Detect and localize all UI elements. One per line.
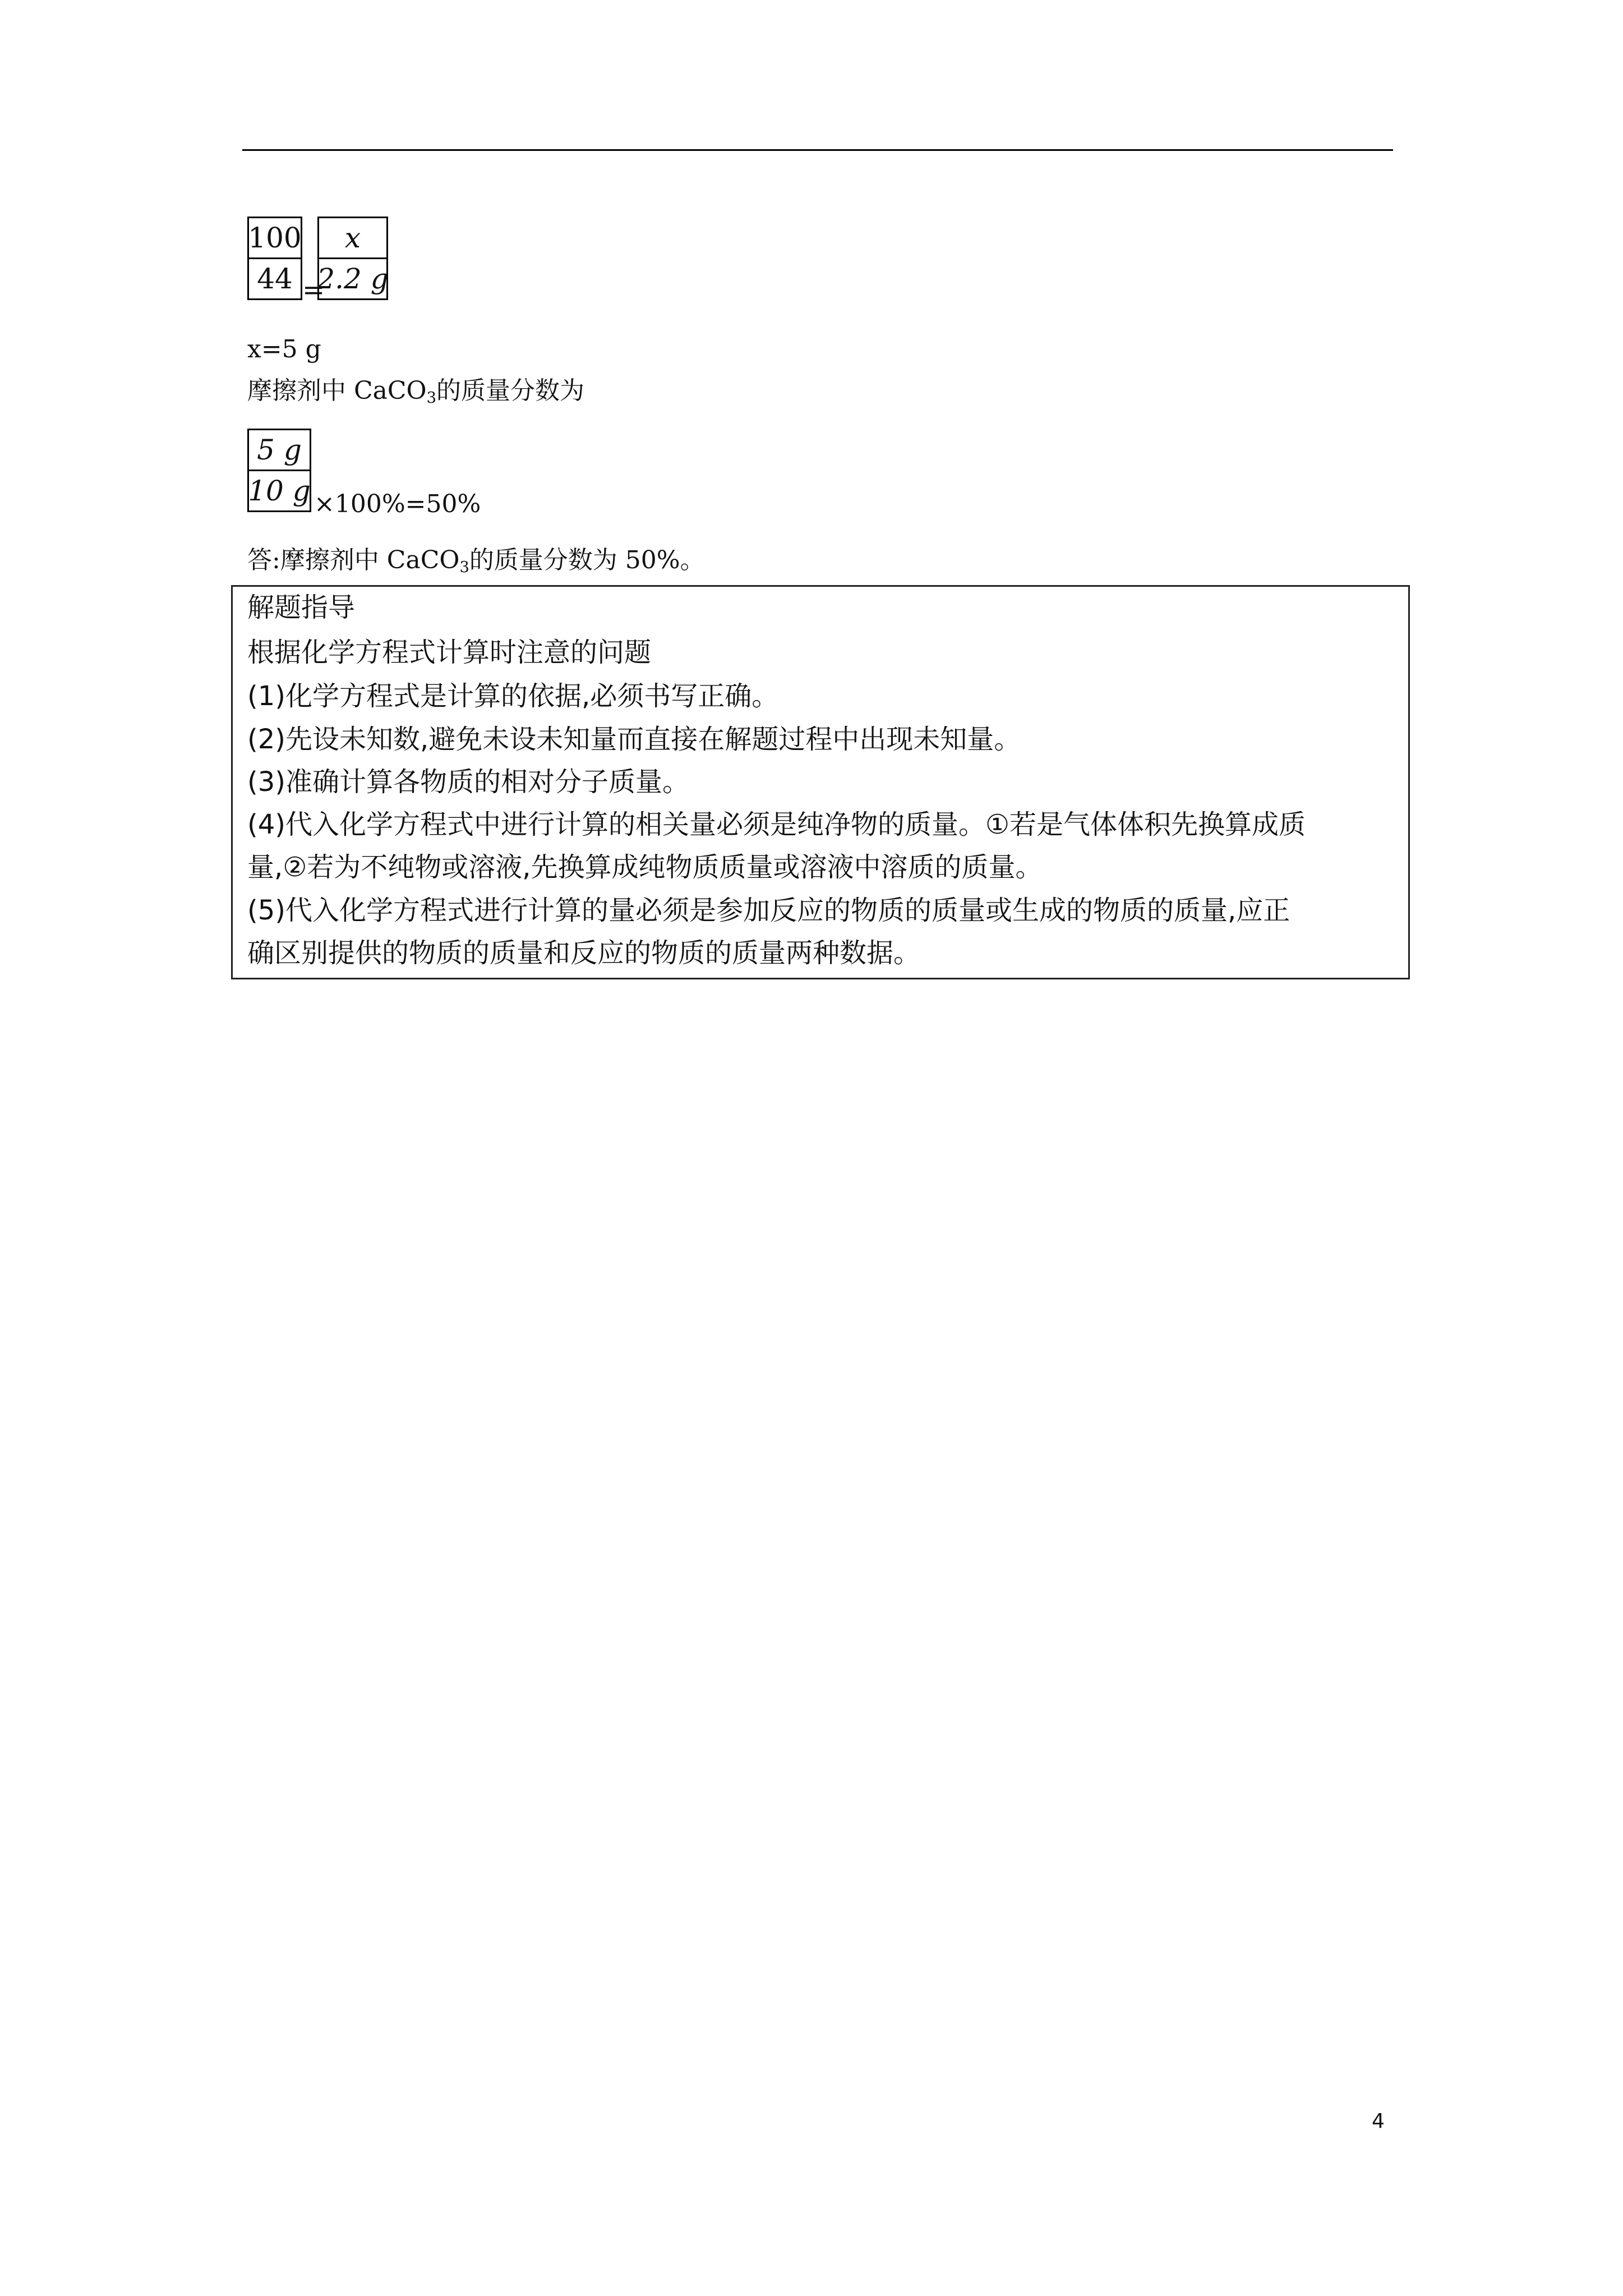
tip-line: 量,②若为不纯物或溶液,先换算成纯物质质量或溶液中溶质的质量。 [247, 852, 1043, 883]
percent-fraction-tail: ×100%=50% [314, 490, 481, 518]
tip-line: (5)代入化学方程式进行计算的量必须是参加反应的物质的质量或生成的物质的质量,应正 [247, 895, 1290, 926]
tip-line: (4)代入化学方程式中进行计算的相关量必须是纯净物的质量。①若是气体体积先换算成质 [247, 809, 1306, 840]
result-line: x=5 g [247, 335, 321, 364]
answer-line [247, 546, 705, 576]
tip-line: 确区别提供的物质的质量和反应的物质的质量两种数据。 [247, 937, 921, 969]
ratio-left-denominator: 44 [247, 257, 302, 300]
header-rule [242, 149, 1393, 151]
tip-line: (3)准确计算各物质的相对分子质量。 [247, 766, 689, 798]
tip-box-subtitle: 根据化学方程式计算时注意的问题 [247, 637, 652, 668]
percent-fraction-denominator: 10 g [247, 470, 311, 512]
page-number: 4 [1372, 2110, 1385, 2133]
tip-box-title: 解题指导 [247, 592, 356, 623]
mass-fraction-intro-prefix: 摩擦剂中 CaCO [247, 376, 427, 405]
mass-fraction-intro [247, 376, 584, 406]
ratio-right-numerator: x [317, 217, 388, 259]
mass-fraction-intro-suffix: 的质量分数为 [436, 376, 584, 405]
tip-line: (2)先设未知数,避免未设未知量而直接在解题过程中出现未知量。 [247, 724, 1021, 755]
tip-line: (1)化学方程式是计算的依据,必须书写正确。 [247, 680, 779, 712]
answer-suffix: 的质量分数为 50%。 [469, 546, 705, 574]
answer-subscript: 3 [459, 558, 469, 576]
ratio-left-numerator: 100 [247, 217, 302, 259]
answer-prefix: 答:摩擦剂中 CaCO [247, 546, 460, 574]
mass-fraction-intro-subscript: 3 [426, 389, 436, 407]
percent-fraction-numerator: 5 g [247, 429, 311, 471]
ratio-right-denominator: 2.2 g [317, 257, 388, 300]
ratio-equals-sign: = [302, 274, 325, 306]
